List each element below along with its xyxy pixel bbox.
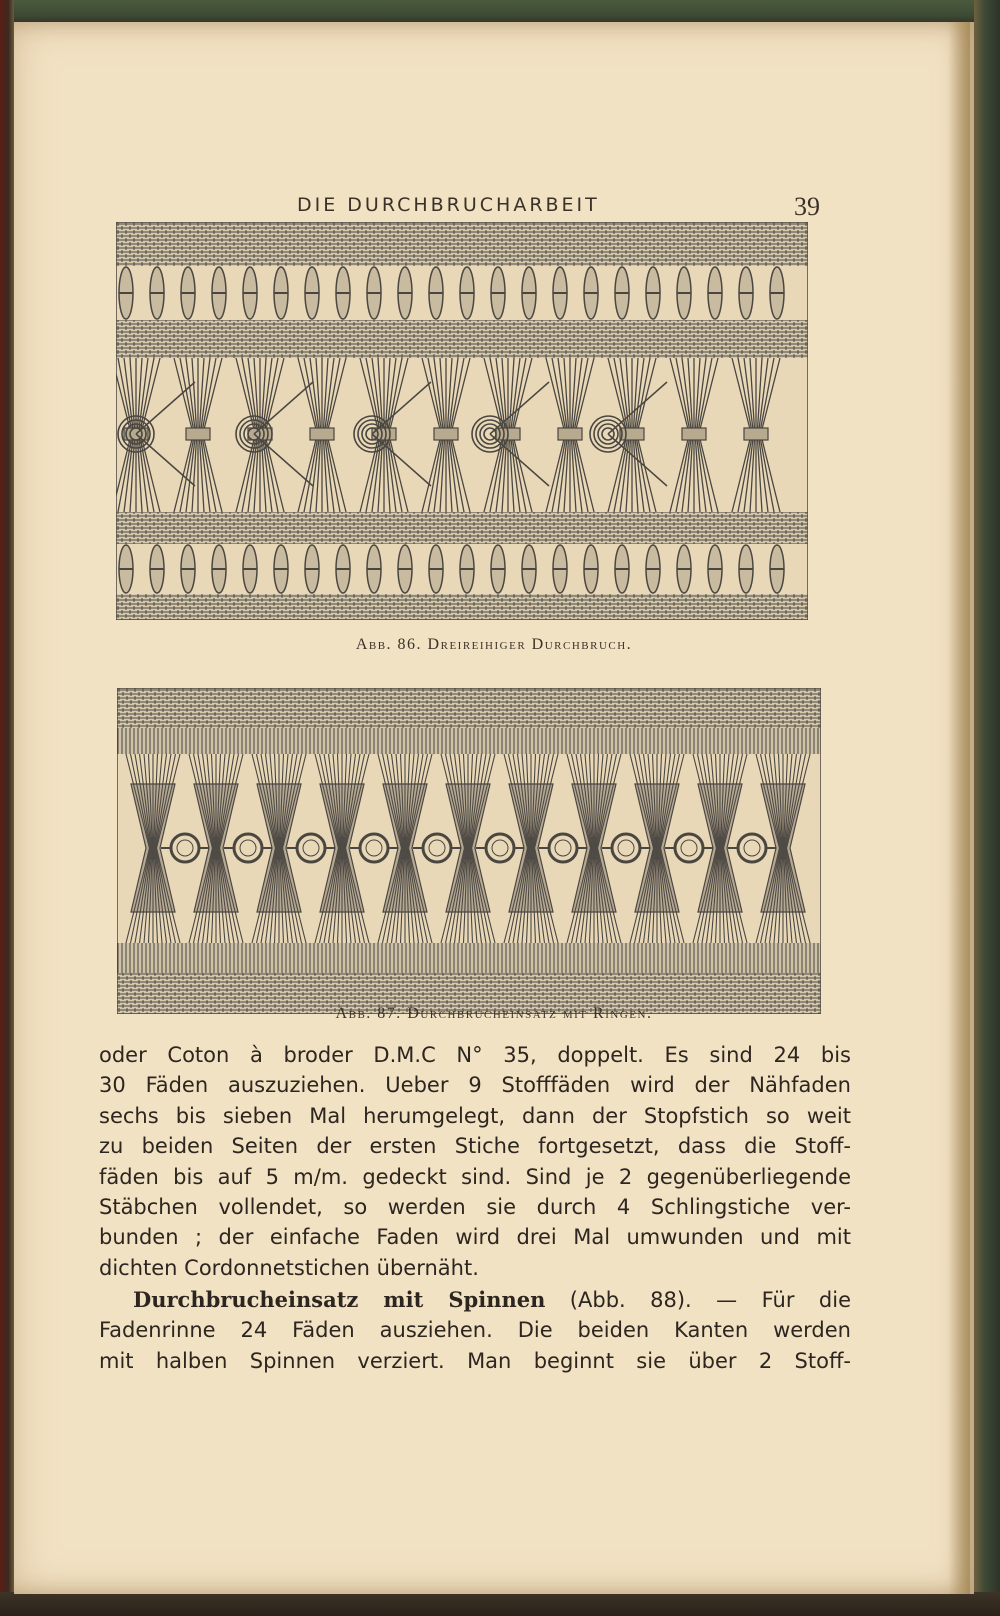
scan-border-bottom xyxy=(0,1592,1000,1616)
figure-87-illustration xyxy=(117,688,821,1014)
bundle-wrap xyxy=(744,428,768,440)
ring-center xyxy=(744,840,760,856)
text-line: 30 Fäden auszuziehen. Ueber 9 Stofffäden wird der Nähfaden xyxy=(99,1073,851,1098)
text-line: Stäbchen vollendet, so werden sie durch 4 Schlingstiche ver- xyxy=(99,1194,851,1219)
heading-continuation: (Abb. 88). — Für die xyxy=(545,1288,851,1312)
running-title: DIE DURCHBRUCHARBEIT xyxy=(297,194,600,216)
section-heading: Durchbrucheinsatz mit Spinnen xyxy=(133,1287,546,1312)
text-line: sechs bis sieben Mal herumgelegt, dann der Stopfstich so weit xyxy=(99,1103,851,1128)
figure-87-caption: Abb. 87. Durchbrucheinsatz mit Ringen. xyxy=(335,1005,653,1022)
ring-center xyxy=(429,840,445,856)
text-line: dichten Cordonnetstichen übernäht. xyxy=(99,1255,479,1280)
ring-center xyxy=(303,840,319,856)
bundle-wrap xyxy=(434,428,458,440)
bundle-wrap xyxy=(682,428,706,440)
insertion-with-rings-engraving xyxy=(117,688,821,1014)
paragraph-spinnen xyxy=(99,1285,851,1376)
bundle-wrap xyxy=(186,428,210,440)
text-line: Fadenrinne 24 Fäden ausziehen. Die beiden Kanten werden xyxy=(99,1318,851,1343)
book-spine-edge xyxy=(0,0,14,1616)
ring-center xyxy=(555,840,571,856)
scan-border-right xyxy=(974,0,1000,1616)
figure-86-illustration xyxy=(116,222,808,620)
ring-center xyxy=(618,840,634,856)
text-line: bunden ; der einfache Faden wird drei Mal umwunden und mit xyxy=(99,1225,851,1250)
page-header xyxy=(14,194,974,224)
ring-center xyxy=(366,840,382,856)
paragraph-instructions xyxy=(99,1040,851,1283)
text-line: fäden bis auf 5 m/m. gedeckt sind. Sind je 2 gegenüberliegende xyxy=(99,1164,851,1189)
ring-center xyxy=(240,840,256,856)
ring-center xyxy=(492,840,508,856)
book-page xyxy=(14,22,974,1594)
text-line: mit halben Spinnen verziert. Man beginnt sie über 2 Stoff- xyxy=(99,1348,851,1373)
text-line xyxy=(99,1285,851,1315)
page-number: 39 xyxy=(794,192,820,221)
figure-86-caption: Abb. 86. Dreireihiger Durchbruch. xyxy=(355,636,633,653)
ring-center xyxy=(177,840,193,856)
bundle-wrap xyxy=(620,428,644,440)
ring-center xyxy=(681,840,697,856)
text-line: oder Coton à broder D.M.C N° 35, doppelt. Es sind 24 bis xyxy=(99,1043,851,1067)
bundle-wrap xyxy=(310,428,334,440)
page-edge-shadow xyxy=(948,22,970,1594)
text-line: zu beiden Seiten der ersten Stiche fortgesetzt, dass die Stoff- xyxy=(99,1134,851,1159)
bundle-wrap xyxy=(558,428,582,440)
three-row-drawnwork-engraving xyxy=(116,222,808,620)
